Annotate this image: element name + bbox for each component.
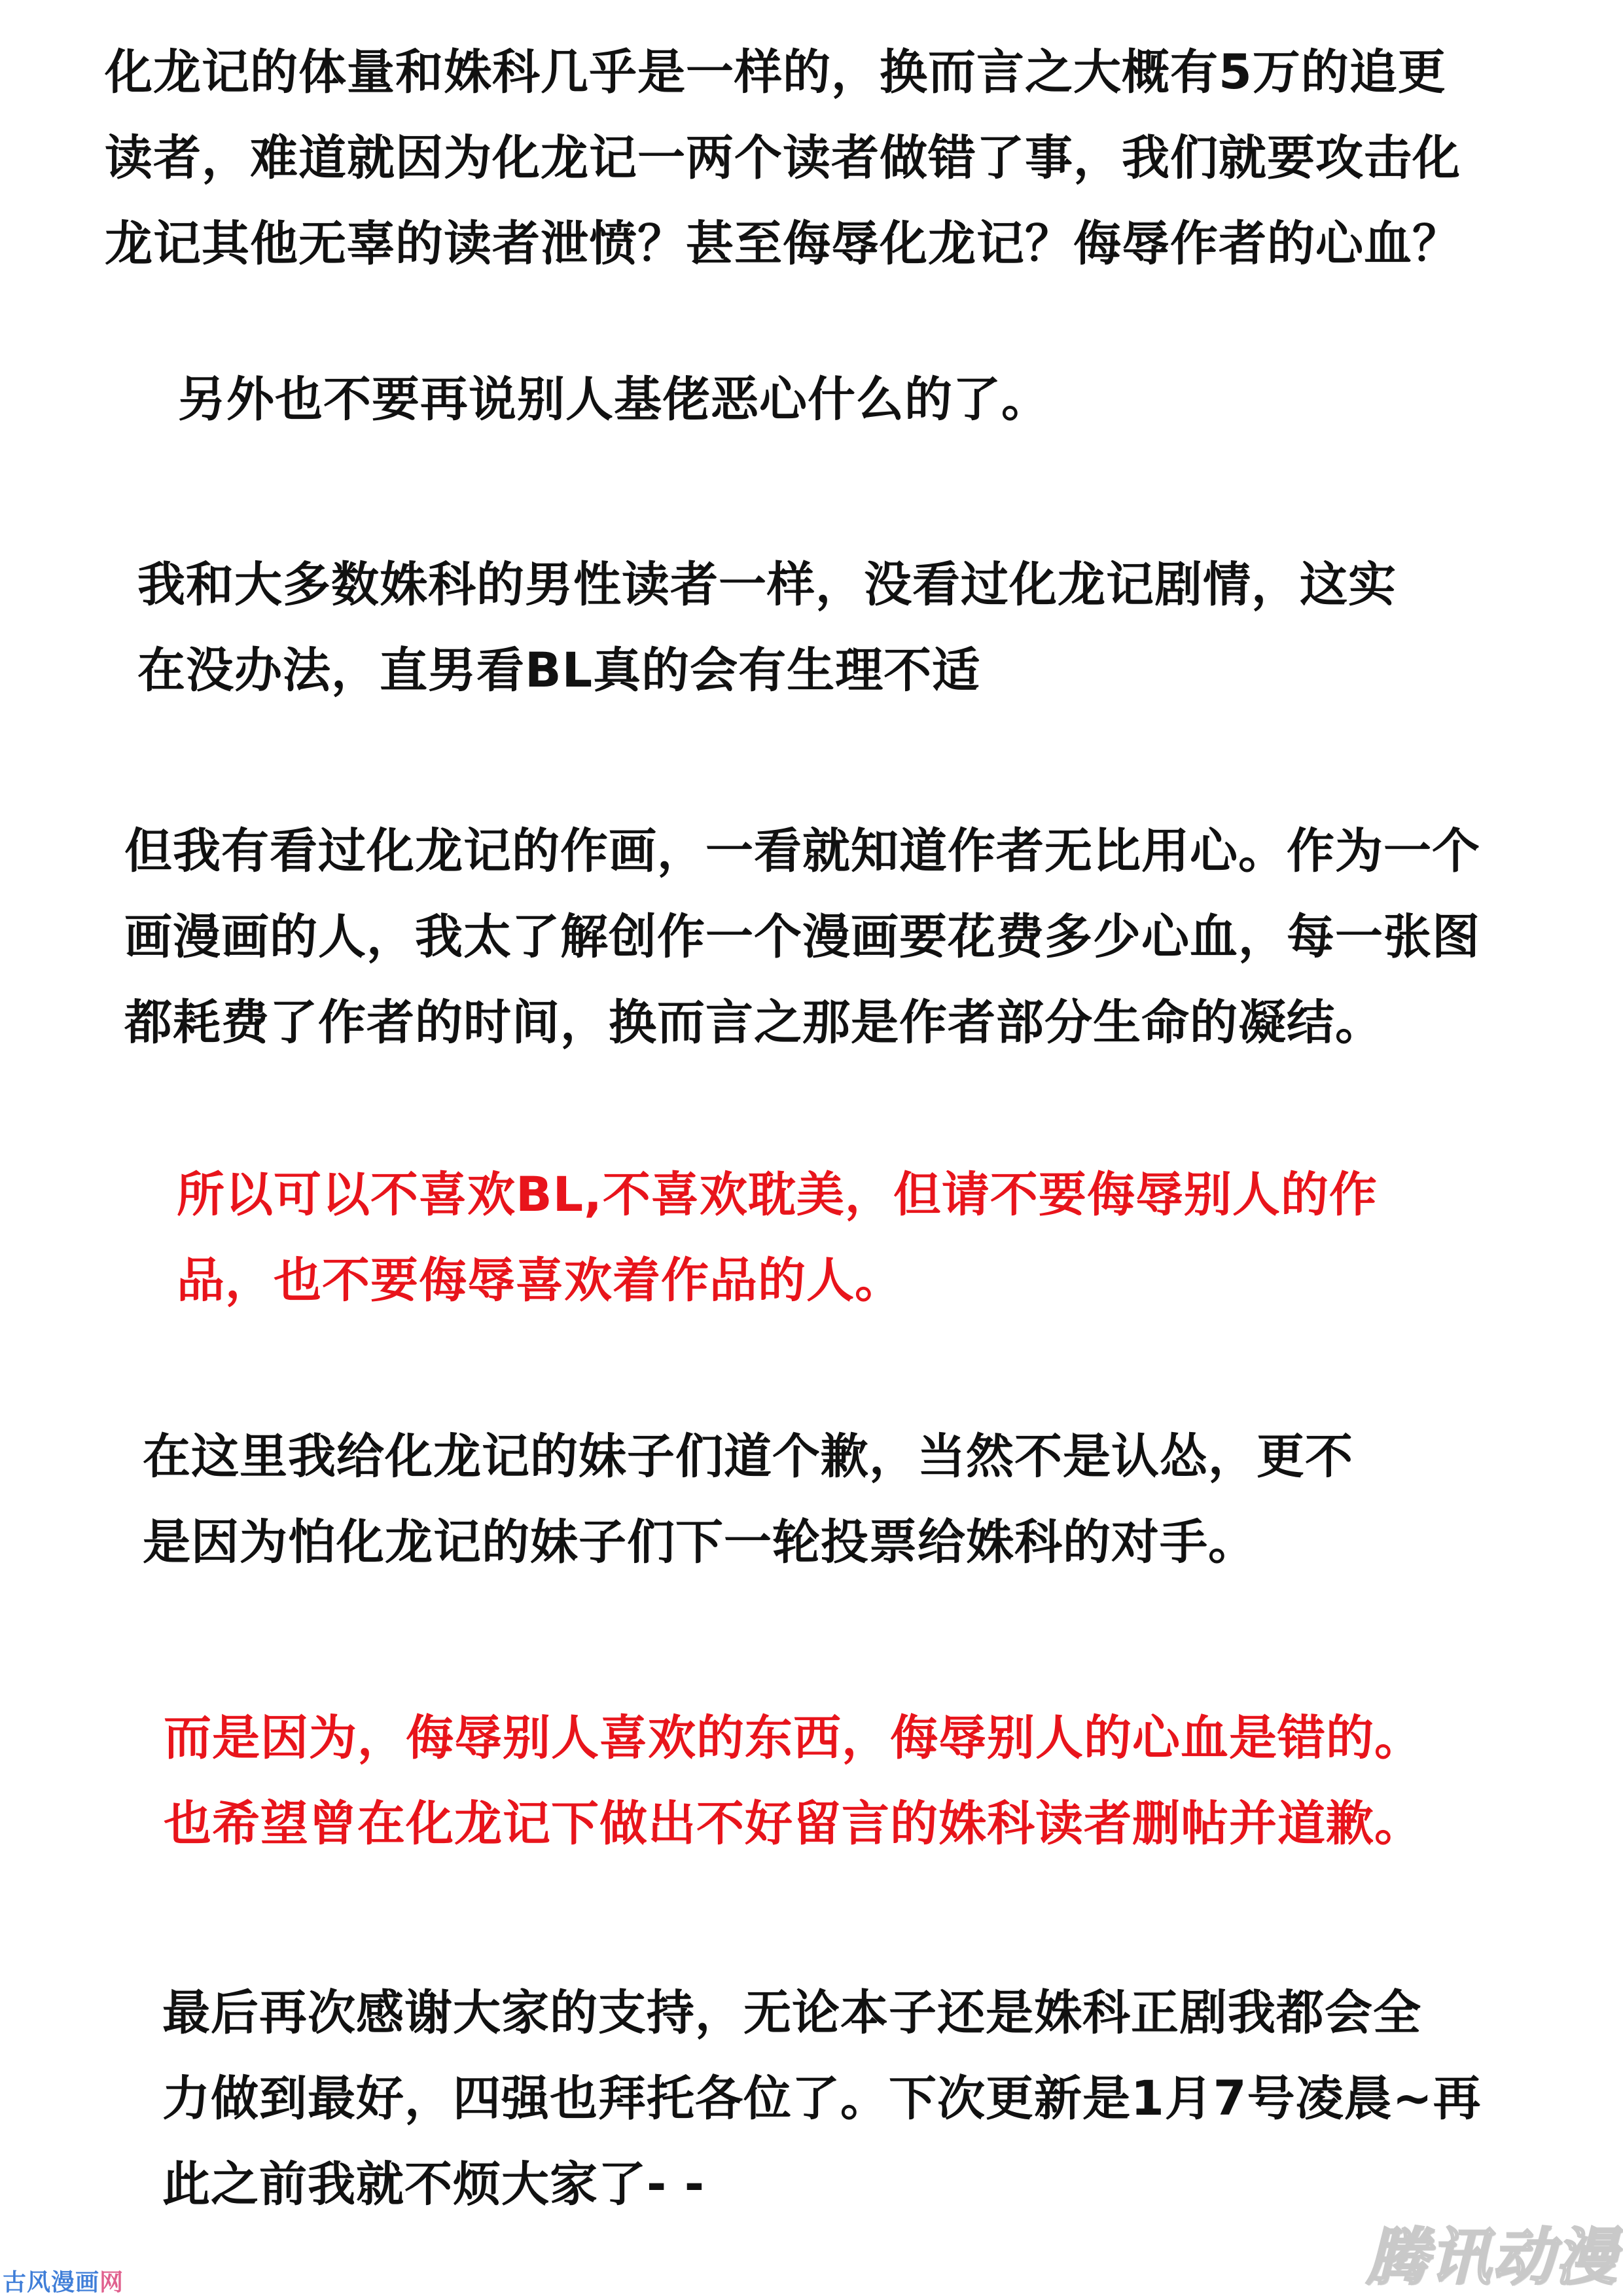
paragraph-volume-comparison <box>105 29 1461 287</box>
text-line: 在这里我给化龙记的妹子们道个歉，当然不是认怂，更不 <box>143 1429 1353 1484</box>
site-watermark-left <box>3 2270 124 2296</box>
site-watermark-right: 腾讯动漫 <box>1366 2222 1618 2293</box>
paragraph-stop-insults <box>178 357 1050 442</box>
text-line: 画漫画的人，我太了解创作一个漫画要花费多少心血，每一张图 <box>124 909 1480 965</box>
text-line: 都耗费了作者的时间，换而言之那是作者部分生命的凝结。 <box>124 995 1383 1050</box>
text-line: 但我有看过化龙记的作画，一看就知道作者无比用心。作为一个 <box>124 823 1480 879</box>
text-line: 而是因为，侮辱别人喜欢的东西，侮辱别人的心血是错的。 <box>164 1710 1423 1766</box>
paragraph-highlight-reason <box>164 1695 1423 1867</box>
paragraph-closing-thanks <box>162 1970 1482 2227</box>
paragraph-artwork-effort <box>124 808 1480 1066</box>
text-line: 最后再次感谢大家的支持，无论本子还是姝科正剧我都会全 <box>162 1985 1421 2041</box>
paragraph-apology <box>143 1414 1353 1585</box>
text-line: 在没办法，直男看BL真的会有生理不适 <box>137 643 981 698</box>
watermark-text-suffix: 网 <box>99 2269 124 2296</box>
text-line: 力做到最好，四强也拜托各位了。下次更新是1月7号凌晨~再 <box>162 2071 1482 2126</box>
text-line: 龙记其他无辜的读者泄愤？甚至侮辱化龙记？侮辱作者的心血？ <box>105 216 1461 272</box>
text-line: 读者，难道就因为化龙记一两个读者做错了事，我们就要攻击化 <box>105 130 1461 186</box>
text-line: 是因为怕化龙记的妹子们下一轮投票给姝科的对手。 <box>143 1515 1257 1570</box>
text-line: 我和大多数姝科的男性读者一样，没看过化龙记剧情，这实 <box>137 557 1397 613</box>
text-line: 此之前我就不烦大家了- - <box>162 2157 705 2212</box>
paragraph-highlight-respect <box>177 1152 1378 1323</box>
watermark-text: 古风漫画 <box>3 2269 100 2296</box>
paragraph-male-readers <box>137 542 1397 713</box>
text-line: 也希望曾在化龙记下做出不好留言的姝科读者删帖并道歉。 <box>164 1796 1423 1852</box>
text-line: 所以可以不喜欢BL,不喜欢耽美，但请不要侮辱别人的作 <box>177 1167 1378 1223</box>
text-line: 另外也不要再说别人基佬恶心什么的了。 <box>178 372 1050 427</box>
text-line: 品，也不要侮辱喜欢着作品的人。 <box>177 1253 903 1308</box>
text-line: 化龙记的体量和姝科几乎是一样的，换而言之大概有5万的追更 <box>105 45 1446 100</box>
